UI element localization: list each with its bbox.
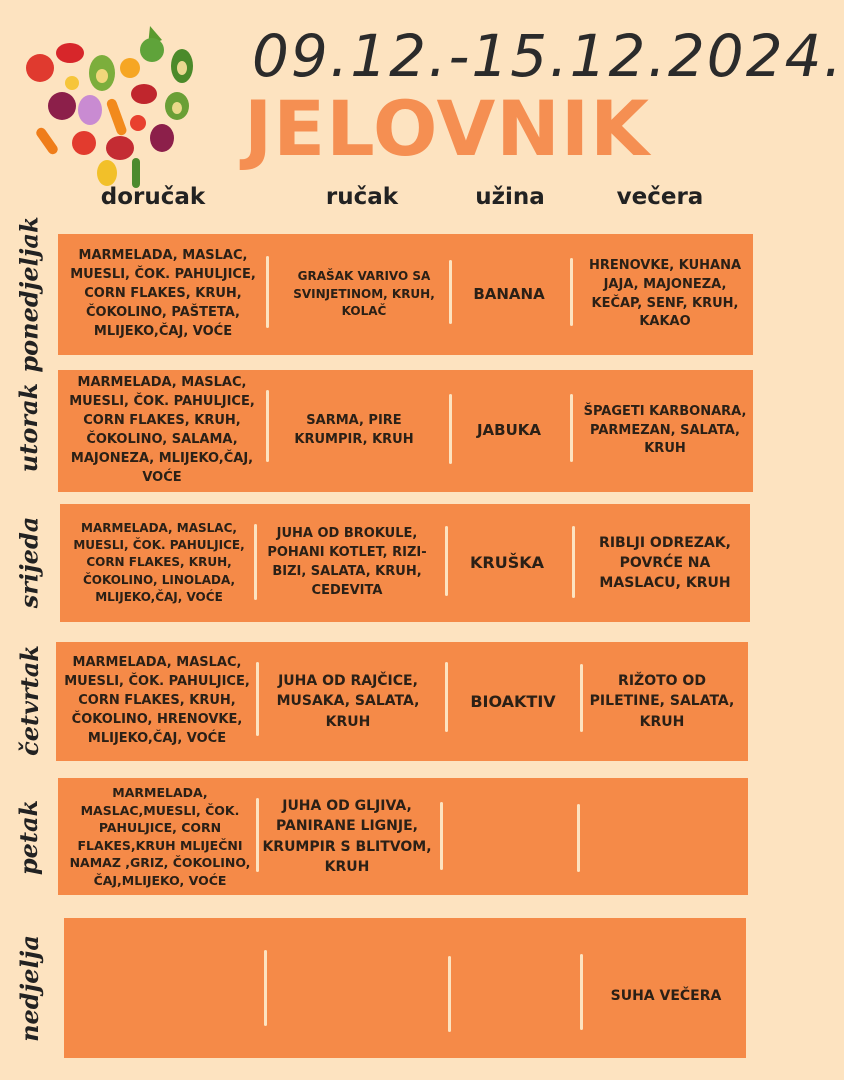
dinner-cell: RIŽOTO OD PILETINE, SALATA, KRUH — [589, 673, 735, 730]
menu-row — [64, 918, 746, 1058]
lunch-cell: JUHA OD GLJIVA, PANIRANE LIGNJE, KRUMPIR S BLITVOM, KRUH — [262, 797, 432, 875]
date-range: 09.12.-15.12.2024. — [252, 22, 844, 90]
breakfast-cell — [64, 918, 262, 1058]
lunch-cell: JUHA OD RAJČICE, MUSAKA, SALATA, KRUH — [276, 673, 420, 730]
column-header-dinner: večera — [616, 184, 704, 210]
dinner-cell: HRENOVKE, KUHANA JAJA, MAJONEZA, KEČAP, SENF, KRUH, KAKAO — [588, 257, 742, 330]
breakfast-cell: MARMELADA, MASLAC, MUESLI, ČOK. PAHULJICE, CORN FLAKES, KRUH, ČOKOLINO, HRENOVKE, MLIJEKO,ČAJ, VOĆE — [64, 655, 250, 746]
lunch-cell — [270, 918, 446, 1058]
day-label: četvrtak — [14, 644, 44, 756]
breakfast-cell: MARMELADA, MASLAC, MUESLI, ČOK. PAHULJICE, CORN FLAKES, KRUH, ČOKOLINO, LINOLADA, MLIJEKO,ČAJ, VOĆE — [73, 520, 245, 605]
breakfast-cell: MARMELADA, MASLAC,MUESLI, ČOK. PAHULJICE, CORN FLAKES,KRUH MLIJEČNI NAMAZ ,GRIZ, ČOKOLINO, ČAJ,MLIJEKO, VOĆE — [69, 785, 251, 888]
dinner-cell: RIBLJI ODREZAK, POVRĆE NA MASLACU, KRUH — [599, 534, 731, 592]
menu-row — [58, 234, 753, 355]
menu-row — [60, 504, 750, 622]
menu-row — [56, 642, 748, 761]
snack-cell: BIOAKTIV — [470, 692, 556, 711]
column-header-breakfast: doručak — [100, 184, 206, 210]
column-header-lunch: ručak — [325, 184, 399, 210]
lunch-cell: GRAŠAK VARIVO SA SVINJETINOM, KRUH, KOLAČ — [293, 269, 435, 319]
dinner-cell: SUHA VEČERA — [610, 988, 722, 1004]
dinner-cell — [584, 778, 744, 895]
snack-cell: KRUŠKA — [469, 553, 544, 573]
breakfast-cell: MARMELADA, MASLAC, MUESLI, ČOK. PAHULJICE, CORN FLAKES, KRUH, ČOKOLINO, SALAMA, MAJONEZA, MLIJEKO,ČAJ, VOĆE — [69, 375, 255, 485]
day-label: srijeda — [14, 516, 44, 608]
snack-cell: BANANA — [473, 284, 545, 303]
dinner-cell: ŠPAGETI KARBONARA, PARMEZAN, SALATA, KRUH — [583, 403, 747, 457]
menu-row — [58, 370, 753, 492]
day-label: utorak — [14, 382, 44, 472]
page-title: JELOVNIK — [244, 84, 651, 173]
day-label: nedjelja — [14, 934, 44, 1042]
breakfast-cell: MARMELADA, MASLAC, MUESLI, ČOK. PAHULJICE, CORN FLAKES, KRUH, ČOKOLINO, PAŠTETA, MLIJEKO,ČAJ, VOĆE — [70, 248, 256, 339]
lunch-cell: JUHA OD BROKULE, POHANI KOTLET, RIZI-BIZI, SALATA, KRUH, CEDEVITA — [267, 526, 427, 598]
menu-row — [58, 778, 748, 895]
vegetable-heart-illustration — [12, 8, 202, 198]
snack-cell — [446, 778, 576, 895]
day-label: petak — [14, 799, 44, 875]
day-label: ponedjeljak — [14, 215, 44, 373]
column-header-snack: užina — [475, 184, 545, 210]
snack-cell — [454, 918, 578, 1058]
lunch-cell: SARMA, PIRE KRUMPIR, KRUH — [294, 413, 414, 447]
snack-cell: JABUKA — [476, 421, 542, 440]
